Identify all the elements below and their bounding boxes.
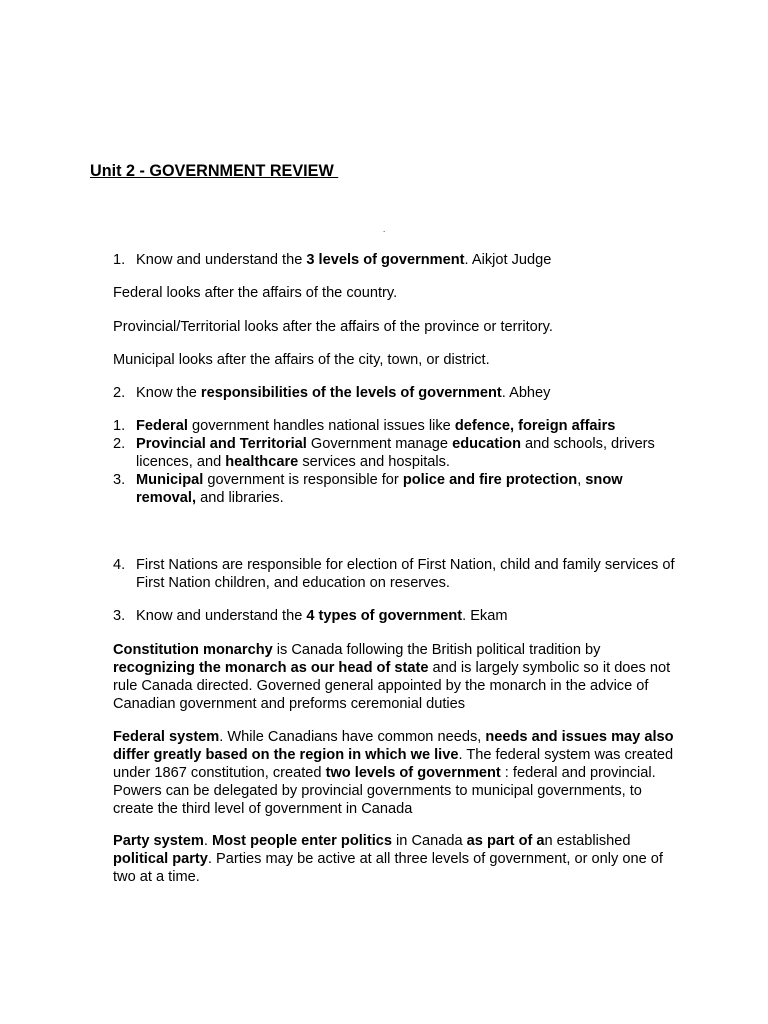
party-system-t4: . Parties may be active at all three levels of government, or only one of two at a time. bbox=[113, 851, 663, 885]
question-2-pre: Know the bbox=[136, 385, 201, 401]
resp-1-t1: government handles national issues like bbox=[187, 418, 455, 434]
municipal-line: Municipal looks after the affairs of the city, town, or district. bbox=[113, 352, 490, 368]
resp-2-t3: services and hospitals. bbox=[298, 454, 450, 470]
party-system-b4: political party bbox=[113, 851, 208, 867]
party-system-b1: Party system bbox=[113, 833, 204, 849]
question-2 bbox=[136, 384, 681, 402]
resp-2-b1: Provincial and Territorial bbox=[136, 436, 307, 452]
resp-3-number: 3. bbox=[113, 472, 126, 488]
party-system-t2: in Canada bbox=[392, 833, 467, 849]
resp-3-t2: , bbox=[577, 472, 586, 488]
stray-dot: . bbox=[383, 225, 386, 234]
constitution-t1: is Canada following the British political tradition by bbox=[272, 642, 601, 658]
resp-3-b2: police and fire protection bbox=[402, 472, 578, 488]
question-3-pre: Know and understand the bbox=[136, 608, 307, 624]
question-3-number: 3. bbox=[113, 608, 126, 624]
resp-2 bbox=[136, 435, 681, 471]
constitution-paragraph bbox=[113, 641, 683, 713]
party-system-t1: . bbox=[203, 833, 212, 849]
question-3 bbox=[136, 607, 681, 625]
federal-system-b3: two levels of government bbox=[325, 765, 501, 781]
resp-3-t1: government is responsible for bbox=[203, 472, 403, 488]
resp-2-t2: and schools, drivers licences, and bbox=[136, 436, 655, 470]
constitution-b1: Constitution monarchy bbox=[113, 642, 273, 658]
resp-1-b1: Federal bbox=[136, 418, 188, 434]
question-1-number: 1. bbox=[113, 252, 126, 268]
resp-3-t3: and libraries. bbox=[196, 490, 284, 506]
question-2-bold: responsibilities of the levels of government bbox=[200, 385, 502, 401]
federal-system-t1: . While Canadians have common needs, bbox=[219, 729, 486, 745]
resp-1 bbox=[136, 417, 681, 435]
question-1 bbox=[136, 251, 681, 269]
party-system-t3: n established bbox=[544, 833, 631, 849]
party-system-paragraph bbox=[113, 832, 683, 886]
federal-system-t3: : federal and provincial. Powers can be delegated by provincial governments to municipal governments, to create the third level of government in Canada bbox=[113, 765, 656, 817]
federal-line: Federal looks after the affairs of the country. bbox=[113, 285, 398, 301]
question-1-post: . Aikjot Judge bbox=[464, 252, 552, 268]
question-1-pre: Know and understand the bbox=[136, 252, 307, 268]
resp-3-b1: Municipal bbox=[136, 472, 204, 488]
constitution-b2: recognizing the monarch as our head of state bbox=[113, 660, 429, 676]
question-3-post: . Ekam bbox=[462, 608, 508, 624]
question-2-post: . Abhey bbox=[501, 385, 551, 401]
resp-2-number: 2. bbox=[113, 436, 126, 452]
question-2-number: 2. bbox=[113, 385, 126, 401]
question-3-bold: 4 types of government bbox=[306, 608, 463, 624]
resp-1-b2: defence, foreign affairs bbox=[454, 418, 616, 434]
resp-2-t1: Government manage bbox=[306, 436, 453, 452]
federal-system-b1: Federal system bbox=[113, 729, 220, 745]
resp-2-b3: healthcare bbox=[225, 454, 299, 470]
federal-system-t2: . The federal system was created under 1867 constitution, created bbox=[113, 747, 674, 781]
party-system-b3: as part of a bbox=[466, 833, 545, 849]
resp-3 bbox=[136, 471, 681, 507]
constitution-t2: and is largely symbolic so it does not rule Canada directed. Governed general appointed by the monarch in the advice of Canadian government and preforms ceremonial duties bbox=[113, 660, 671, 712]
federal-system-paragraph bbox=[113, 728, 683, 818]
federal-system-b2: needs and issues may also differ greatly based on the region in which we live bbox=[113, 729, 674, 763]
resp-2-b2: education bbox=[452, 436, 521, 452]
resp-3-b3: snow removal, bbox=[136, 472, 623, 506]
provincial-line: Provincial/Territorial looks after the affairs of the province or territory. bbox=[113, 319, 553, 335]
resp-4: First Nations are responsible for election of First Nation, child and family services of First Nation children, and education on reserves. bbox=[136, 557, 675, 591]
resp-4-number: 4. bbox=[113, 557, 126, 573]
resp-1-number: 1. bbox=[113, 418, 126, 434]
party-system-b2: Most people enter politics bbox=[211, 833, 392, 849]
page-title: Unit 2 - GOVERNMENT REVIEW bbox=[90, 162, 339, 180]
question-1-bold: 3 levels of government bbox=[306, 252, 465, 268]
